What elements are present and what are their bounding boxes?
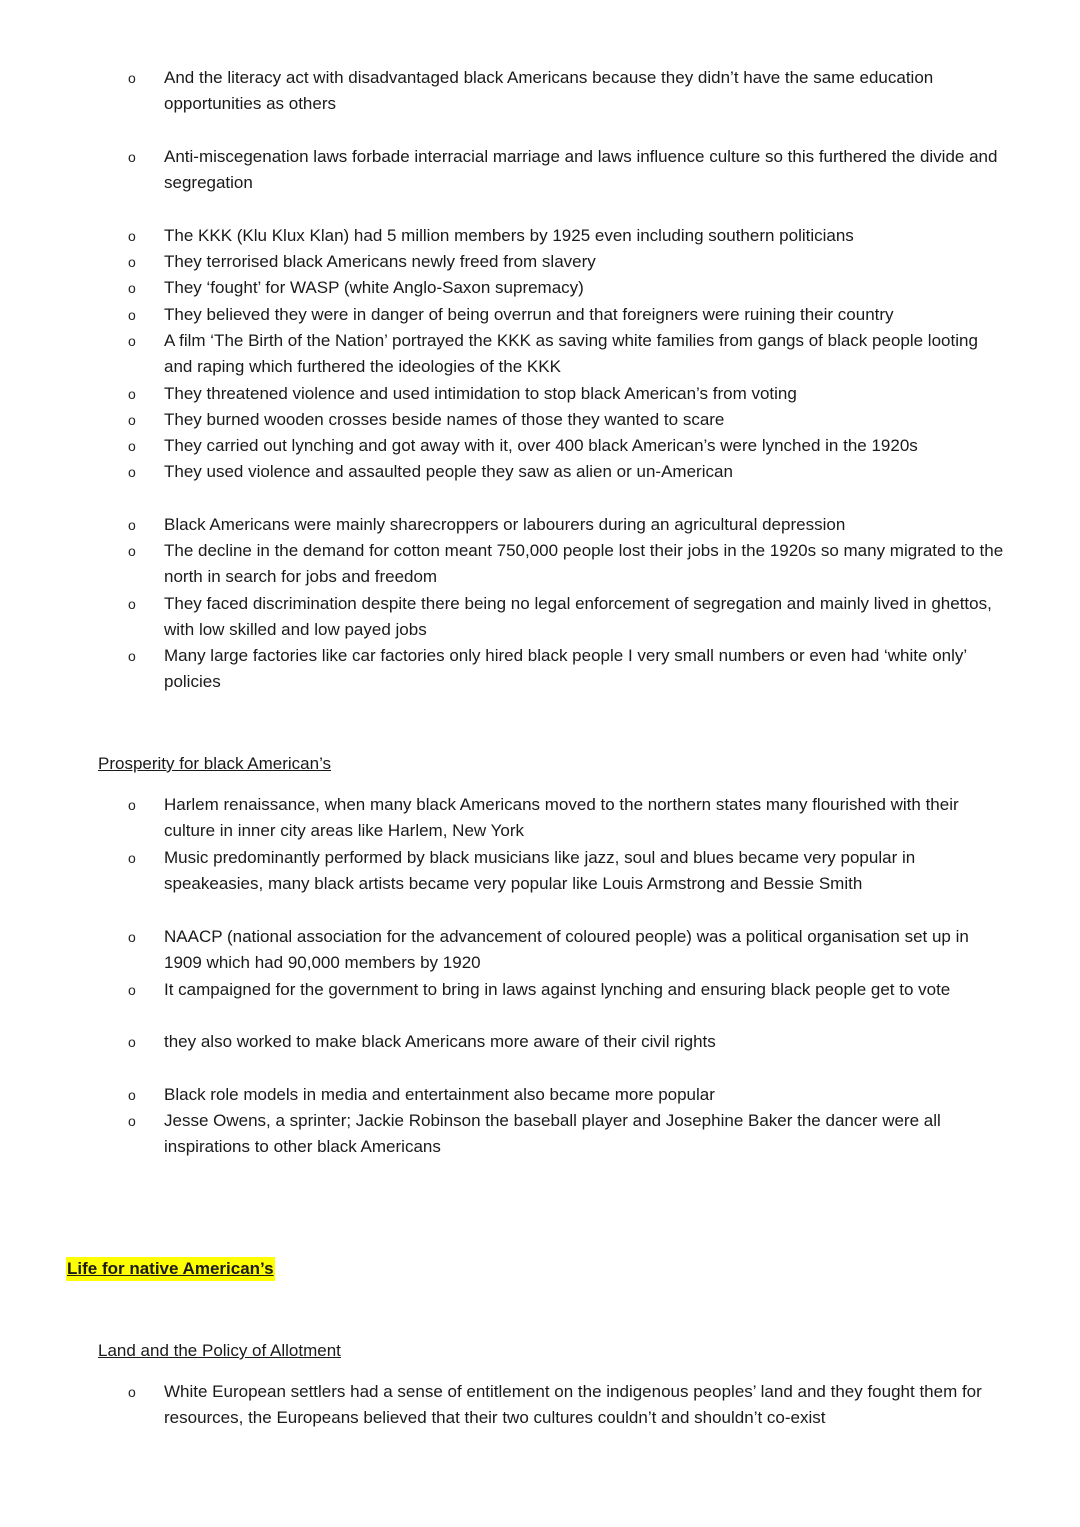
list-item: [128, 538, 1008, 591]
list-item: [128, 591, 1008, 644]
section-heading-native-americans: Life for native American’s: [66, 1257, 275, 1281]
list-item: [128, 845, 1008, 898]
list-item-text: And the literacy act with disadvantaged black Americans because they didn’t have the same education opportunities as others: [164, 68, 934, 114]
bullet-icon: o: [128, 850, 136, 866]
bullet-icon: o: [128, 797, 136, 813]
bullet-icon: o: [128, 254, 136, 270]
list-item-text: The KKK (Klu Klux Klan) had 5 million members by 1925 even including southern politicians: [164, 226, 854, 245]
bullet-icon: o: [128, 1034, 136, 1050]
list-item-text: They ‘fought’ for WASP (white Anglo-Saxon supremacy): [164, 278, 584, 297]
bullet-icon: o: [128, 464, 136, 480]
list-item-text: Jesse Owens, a sprinter; Jackie Robinson the baseball player and Josephine Baker the dancer were all inspirations to other black Americans: [164, 1111, 941, 1157]
list-item-text: Black role models in media and entertainment also became more popular: [164, 1085, 715, 1104]
list-item-text: Black Americans were mainly sharecroppers or labourers during an agricultural depression: [164, 515, 846, 534]
list-item: [128, 1029, 1008, 1055]
list-item: [128, 302, 1008, 328]
list-item: [128, 328, 1008, 381]
list-item: [128, 1108, 1008, 1161]
bullet-icon: o: [128, 1087, 136, 1103]
list-item: [128, 407, 1008, 433]
list-item: [128, 249, 1008, 275]
list-item: [128, 381, 1008, 407]
bullet-icon: o: [128, 333, 136, 349]
bullet-icon: o: [128, 1113, 136, 1129]
list-item-text: Anti-miscegenation laws forbade interracial marriage and laws influence culture so this furthered the divide and segregation: [164, 147, 998, 193]
list-item: [128, 924, 1008, 977]
list-item-text: Many large factories like car factories only hired black people I very small numbers or even had ‘white only’ policies: [164, 646, 967, 692]
list-item-text: They believed they were in danger of being overrun and that foreigners were ruining their country: [164, 305, 894, 324]
bullet-icon: o: [128, 228, 136, 244]
list-item-text: It campaigned for the government to bring in laws against lynching and ensuring black people get to vote: [164, 980, 951, 999]
list-item-text: White European settlers had a sense of entitlement on the indigenous peoples’ land and they fought them for resources, the Europeans believed that their two cultures couldn’t and shouldn’t co-exist: [164, 1382, 982, 1428]
list-item: [128, 792, 1008, 845]
list-item-text: NAACP (national association for the advancement of coloured people) was a political organisation set up in 1909 which had 90,000 members by 1920: [164, 927, 969, 973]
list-item: [128, 1082, 1008, 1108]
bullet-icon: o: [128, 386, 136, 402]
list-item: [128, 65, 1008, 118]
list-item: [128, 275, 1008, 301]
bullet-icon: o: [128, 596, 136, 612]
list-item-text: They burned wooden crosses beside names of those they wanted to scare: [164, 410, 725, 429]
list-item-text: Music predominantly performed by black musicians like jazz, soul and blues became very popular in speakeasies, many black artists became very popular like Louis Armstrong and Bessie Smith: [164, 848, 916, 894]
bullet-icon: o: [128, 982, 136, 998]
section-heading-prosperity: Prosperity for black American’s: [98, 754, 332, 773]
list-item-text: They carried out lynching and got away with it, over 400 black American’s were lynched in the 1920s: [164, 436, 918, 455]
list-item: [128, 977, 1008, 1003]
bullet-icon: o: [128, 929, 136, 945]
bullet-icon: o: [128, 70, 136, 86]
list-item: [128, 459, 1008, 485]
list-item-text: They threatened violence and used intimidation to stop black American’s from voting: [164, 384, 797, 403]
list-item-text: they also worked to make black Americans more aware of their civil rights: [164, 1032, 716, 1051]
list-item-text: A film ‘The Birth of the Nation’ portrayed the KKK as saving white families from gangs of black people looting and raping which furthered the ideologies of the KKK: [164, 331, 978, 377]
list-item-text: The decline in the demand for cotton meant 750,000 people lost their jobs in the 1920s so many migrated to the north in search for jobs and freedom: [164, 541, 1004, 587]
section-heading-allotment: Land and the Policy of Allotment: [98, 1341, 341, 1360]
bullet-icon: o: [128, 438, 136, 454]
bullet-icon: o: [128, 412, 136, 428]
bullet-icon: o: [128, 517, 136, 533]
list-item: [128, 433, 1008, 459]
bullet-icon: o: [128, 648, 136, 664]
list-item-text: They terrorised black Americans newly freed from slavery: [164, 252, 596, 271]
list-item-text: They used violence and assaulted people they saw as alien or un-American: [164, 462, 733, 481]
bullet-icon: o: [128, 543, 136, 559]
bullet-icon: o: [128, 307, 136, 323]
bullet-icon: o: [128, 1384, 136, 1400]
list-item: [128, 643, 1008, 696]
bullet-icon: o: [128, 280, 136, 296]
list-item-text: Harlem renaissance, when many black Americans moved to the northern states many flourished with their culture in inner city areas like Harlem, New York: [164, 795, 959, 841]
list-item: [128, 223, 1008, 249]
list-item: [128, 1379, 1008, 1432]
bullet-icon: o: [128, 149, 136, 165]
list-item: [128, 512, 1008, 538]
list-item: [128, 144, 1008, 197]
list-item-text: They faced discrimination despite there being no legal enforcement of segregation and mainly lived in ghettos, with low skilled and low payed jobs: [164, 594, 992, 640]
